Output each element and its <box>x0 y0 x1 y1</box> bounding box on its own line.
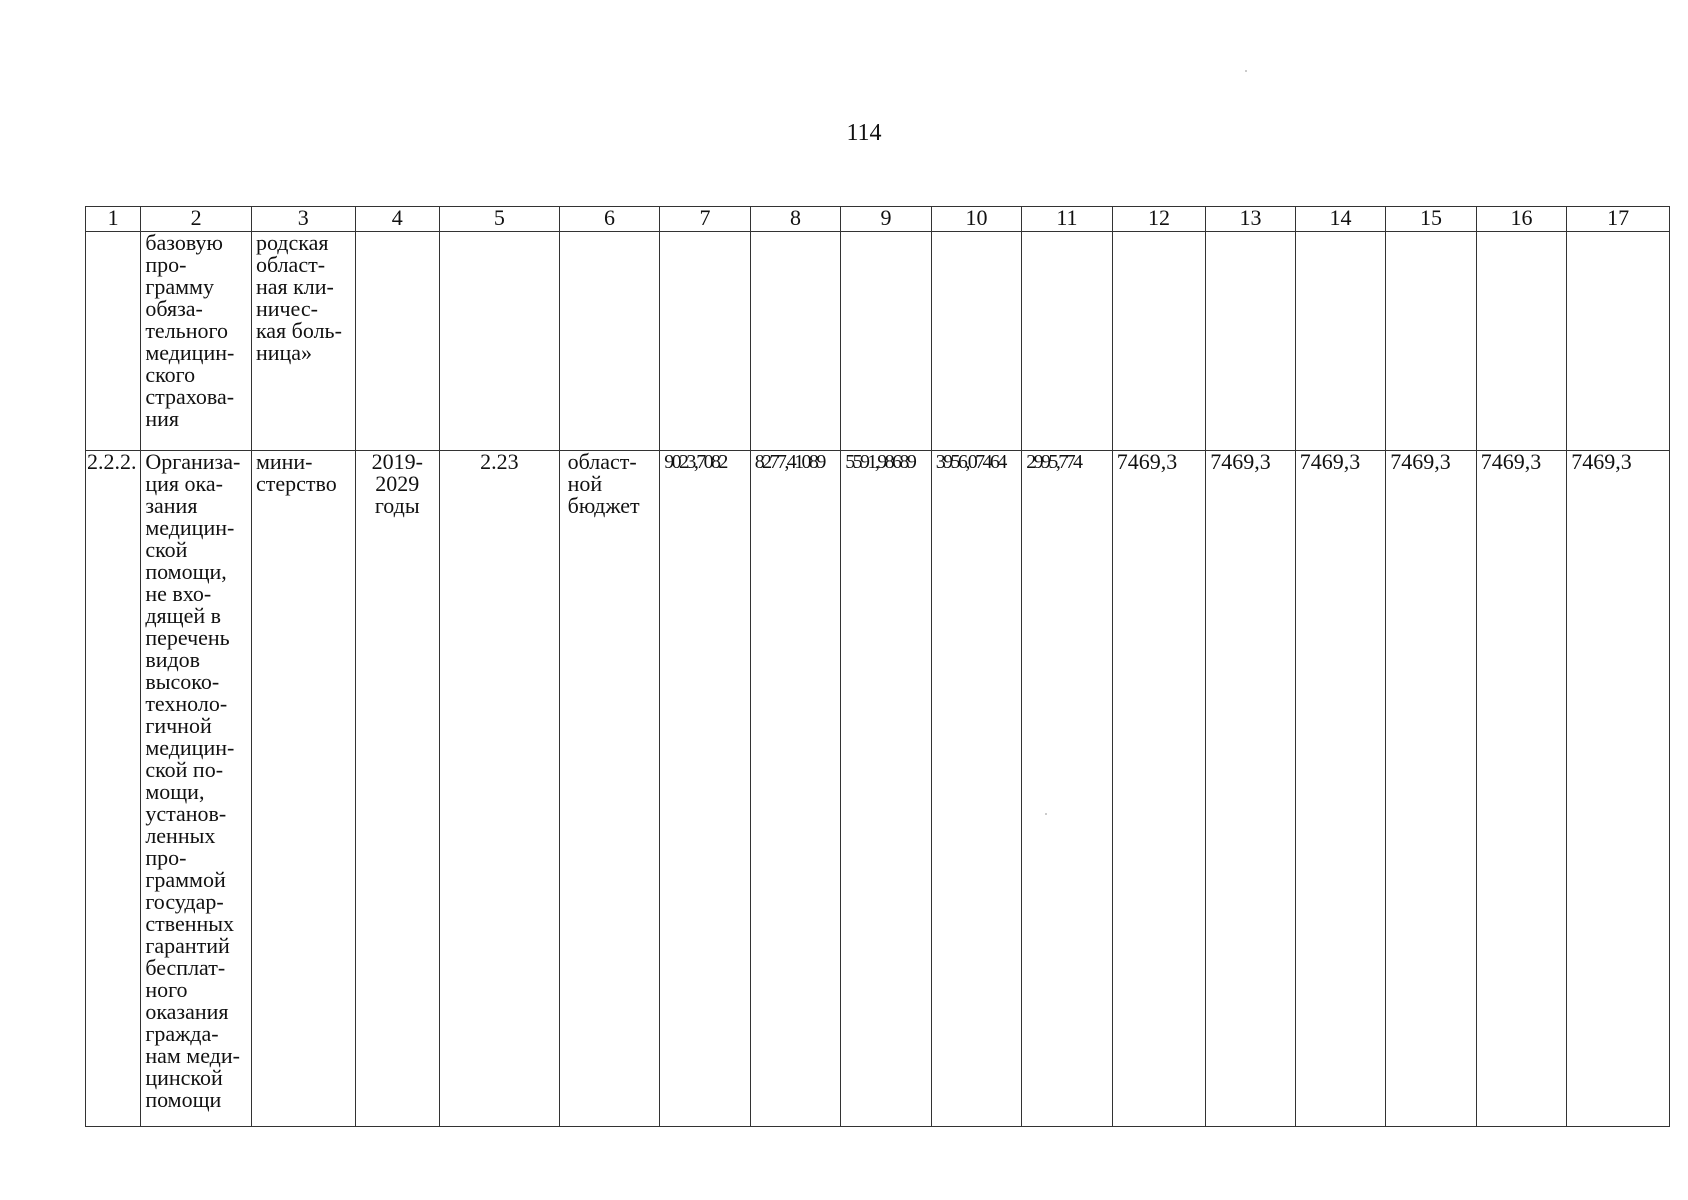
column-header: 15 <box>1386 207 1477 232</box>
table-cell <box>355 232 439 451</box>
value-cell: 9023,7082 <box>660 451 751 1127</box>
table-cell <box>750 232 841 451</box>
row-number: 2.2.2. <box>86 451 141 1127</box>
table-cell <box>1112 232 1206 451</box>
table-cell <box>439 232 559 451</box>
table-row-continuation <box>86 232 1670 451</box>
value-cell: 7469,3 <box>1112 451 1206 1127</box>
table-cell <box>931 232 1022 451</box>
value-cell: 2995,774 <box>1022 451 1113 1127</box>
column-header: 4 <box>355 207 439 232</box>
column-header: 1 <box>86 207 141 232</box>
column-header: 5 <box>439 207 559 232</box>
column-header: 11 <box>1022 207 1113 232</box>
event-name: Организа- ция ока- зания медицин- ской помощи, не вхо- дящей в перечень видов высоко- техноло- гичной медицин- ской по- мощи, установ- ленных про- граммой государ- ственных гарантий бесплат- ного оказания гражда- нам меди- цинской помощи <box>141 451 252 1127</box>
budget-table <box>85 206 1670 1127</box>
column-header: 2 <box>141 207 252 232</box>
column-header: 16 <box>1476 207 1567 232</box>
value-cell: 8277,41089 <box>750 451 841 1127</box>
column-header: 14 <box>1295 207 1386 232</box>
indicator-number: 2.23 <box>439 451 559 1127</box>
scan-speck <box>1045 813 1047 815</box>
column-header: 3 <box>251 207 355 232</box>
table-cell <box>841 232 932 451</box>
value-cell: 7469,3 <box>1206 451 1296 1127</box>
value-cell: 3956,07464 <box>931 451 1022 1127</box>
funding-source: област- ной бюджет <box>559 451 660 1127</box>
table-cell <box>1022 232 1113 451</box>
column-header: 7 <box>660 207 751 232</box>
period: 2019- 2029 годы <box>355 451 439 1127</box>
table-cell <box>1206 232 1296 451</box>
event-name-continuation: базовую про- грамму обяза- тельного медицин- ского страхова- ния <box>141 232 252 451</box>
column-header: 12 <box>1112 207 1206 232</box>
executor-continuation: родская област- ная кли- ничес- кая боль- ница» <box>251 232 355 451</box>
column-header: 8 <box>750 207 841 232</box>
value-cell: 7469,3 <box>1386 451 1477 1127</box>
value-cell: 7469,3 <box>1295 451 1386 1127</box>
column-header: 13 <box>1206 207 1296 232</box>
table-row-2-2-2 <box>86 451 1670 1127</box>
executor: мини- стерство <box>251 451 355 1127</box>
table-cell <box>1295 232 1386 451</box>
value-cell: 7469,3 <box>1567 451 1670 1127</box>
table-cell <box>1386 232 1477 451</box>
table-cell <box>86 232 141 451</box>
column-number-row <box>86 207 1670 232</box>
column-header: 17 <box>1567 207 1670 232</box>
table-cell <box>660 232 751 451</box>
column-header: 10 <box>931 207 1022 232</box>
value-cell: 5591,98689 <box>841 451 932 1127</box>
table-cell <box>1476 232 1567 451</box>
value-cell: 7469,3 <box>1476 451 1567 1127</box>
table-cell <box>1567 232 1670 451</box>
page-number: 114 <box>846 120 882 146</box>
column-header: 9 <box>841 207 932 232</box>
scan-speck <box>1245 70 1247 72</box>
table-cell <box>559 232 660 451</box>
column-header: 6 <box>559 207 660 232</box>
